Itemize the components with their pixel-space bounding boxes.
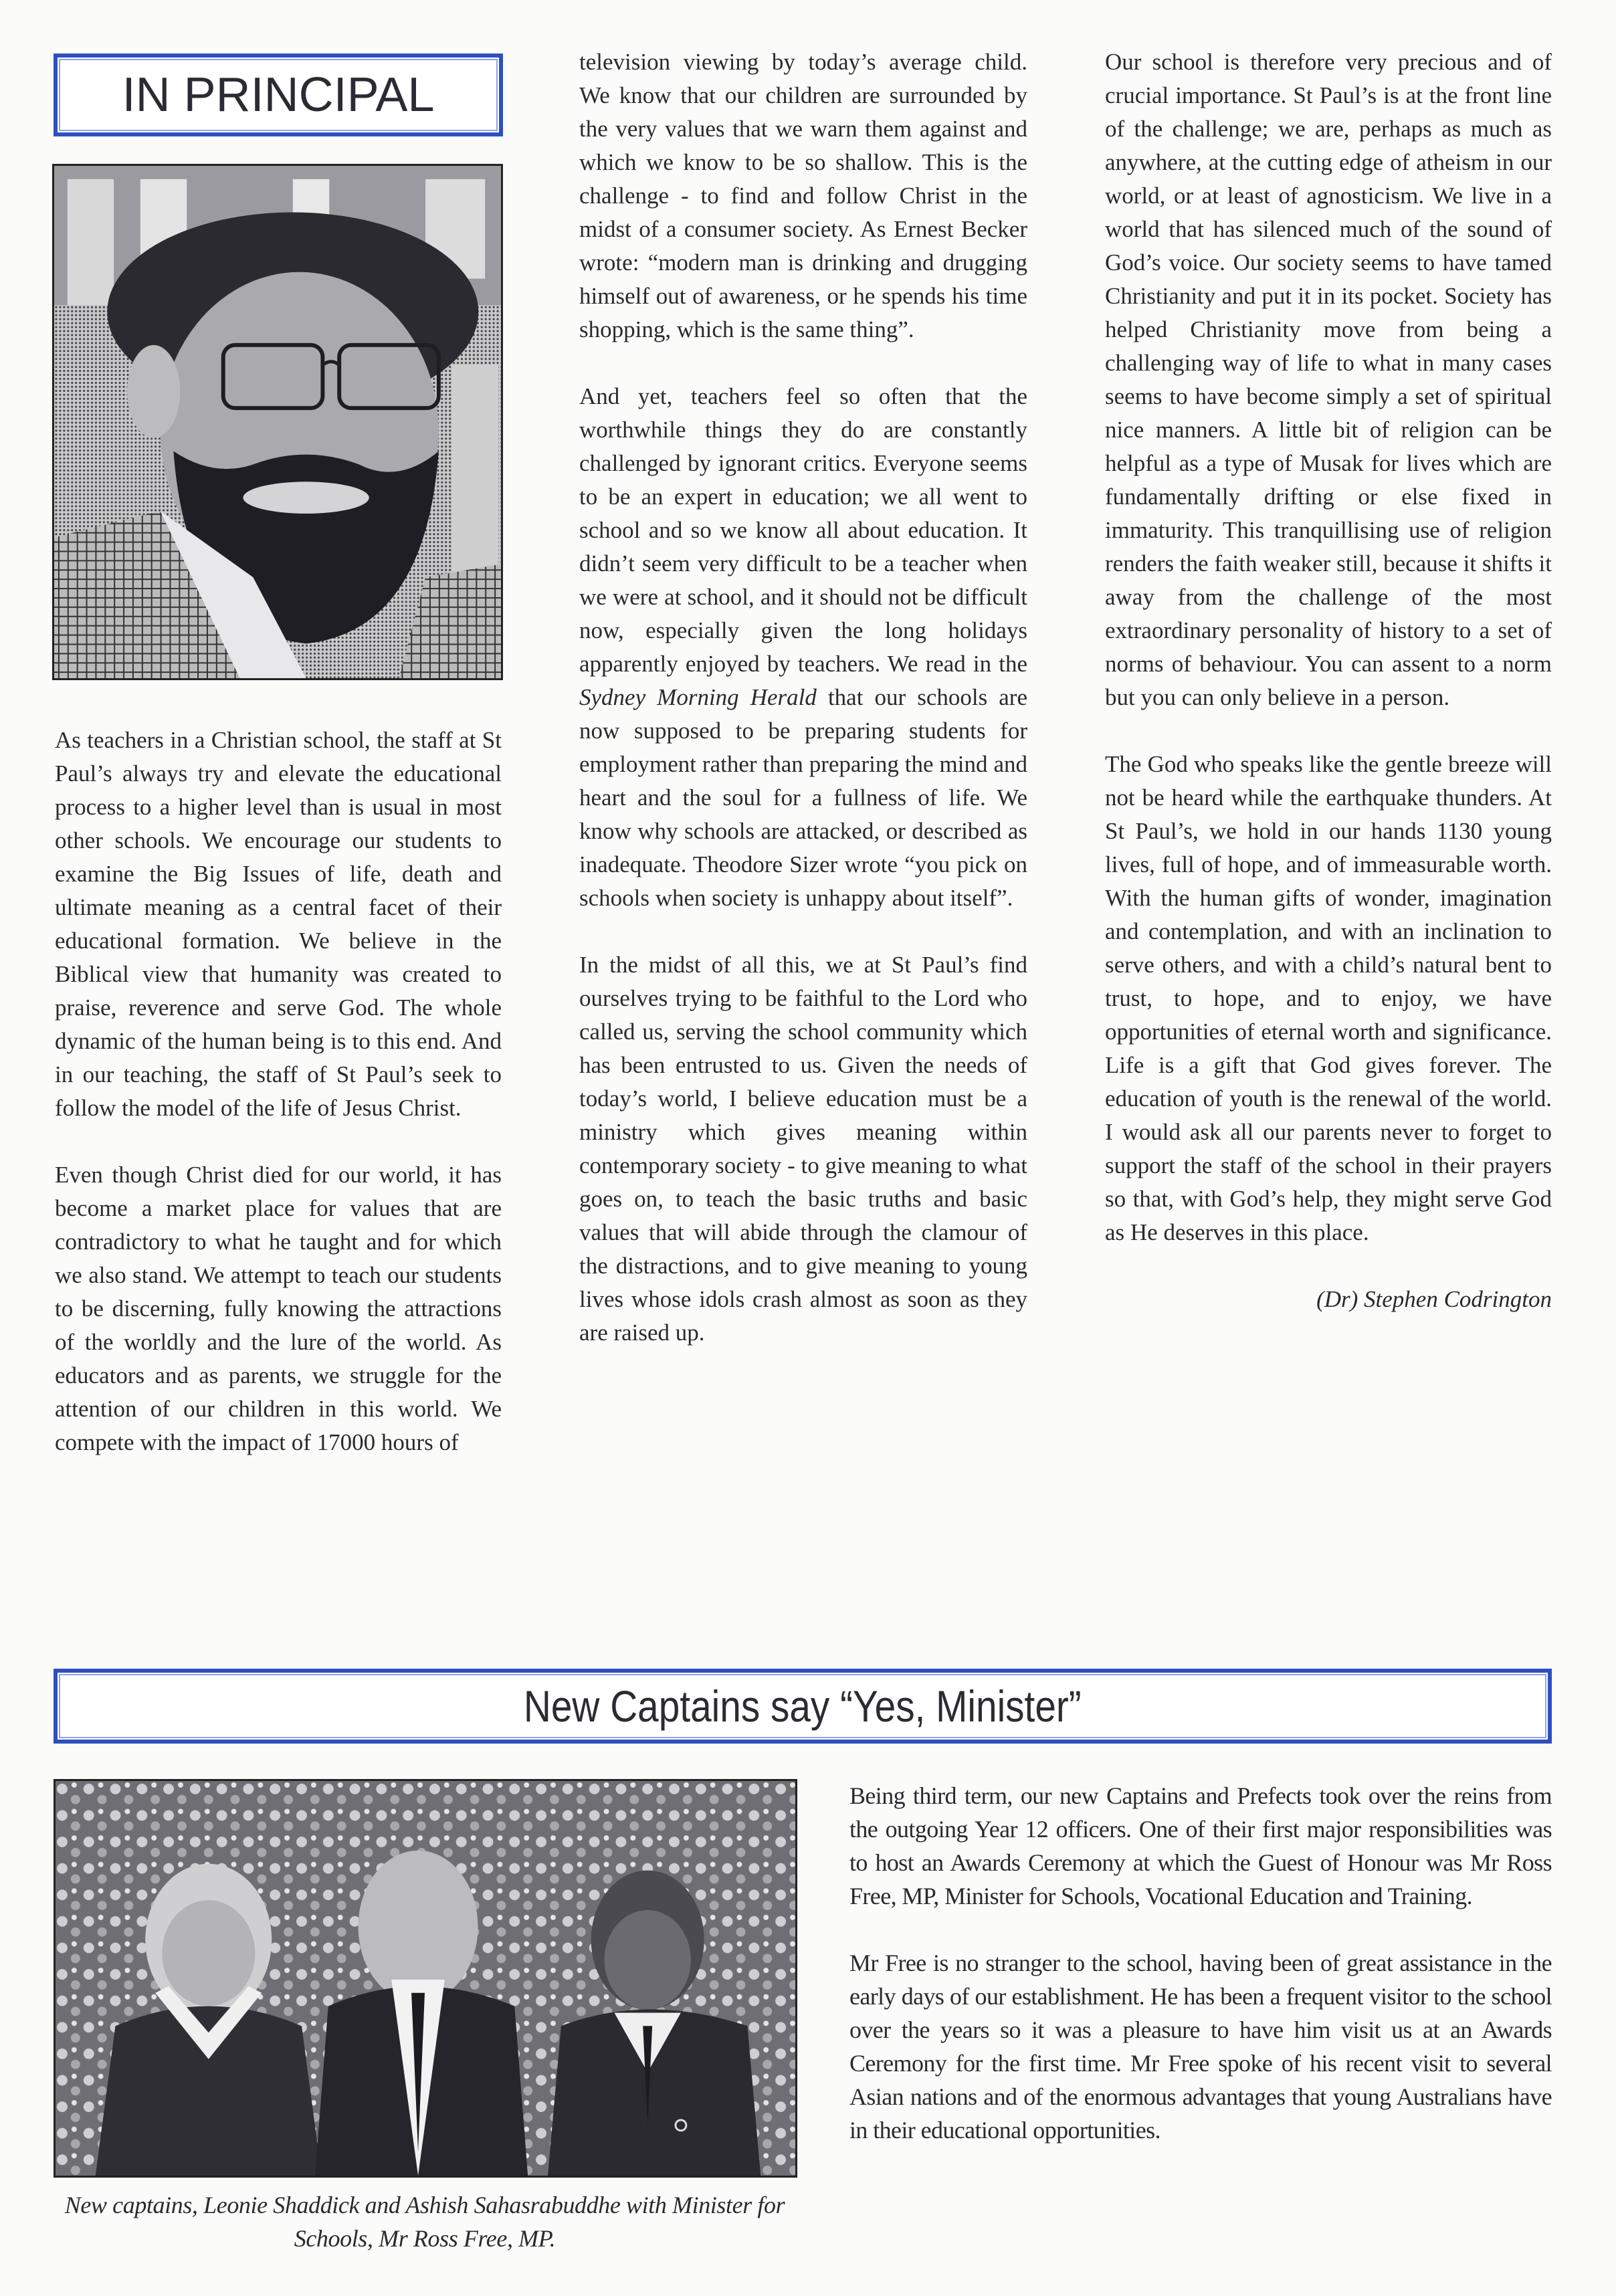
paragraph: Mr Free is no stranger to the school, having been of great assistance in the early days of our establishment. He has been a frequent visitor to the school over the years so it was a pleasure to have him visit us at an Awards Ceremony for the first time. Mr Free spoke of his recent visit to several Asian nations and of the enormous advantages that young Australians have in their educational opportunities. [849,1950,1552,2144]
paragraph: Our school is therefore very precious and of crucial importance. St Paul’s is at the front line of the challenge; we are, perhaps as much as anywhere, at the cutting edge of atheism in our world, or at least of agnosticism. We live in a world that has silenced much of the sound of God’s voice. Our society seems to have tamed Christianity and put it in its pocket. Society has helped Christianity move from being a challenging way of life to what in many cases seems to have become simply a set of spiritual nice manners. A little bit of religion can be helpful as a type of Musak for lives which are fundamentally drifting or else fixed in immaturity. This tranquillising use of religion renders the faith weaker still, because it shifts it away from the challenge of the most extraordinary personality of history to a set of norms of behaviour. You can assent to a norm but you can only believe in a person. [1105,49,1552,710]
paragraph: Being third term, our new Captains and Prefects took over the reins from the outgoing Year 12 officers. One of their first major responsibilities was to host an Awards Ceremony at which the Guest of Honour was Mr Ross Free, MP, Minister for Schools, Vocational Education and Training. [849,1782,1552,1909]
principal-column-1 [55,724,502,1459]
paragraph: In the midst of all this, we at St Paul’s find ourselves trying to be faithful to the Lord who called us, serving the school community which has been entrusted to us. Given the needs of today’s world, I believe education must be a ministry which gives meaning within contemporary society - to give meaning to what goes on, to teach the basic truths and basic values that will abide through the clamour of the distractions, and to give meaning to young lives whose idols crash almost as soon as they are raised up. [579,952,1027,1346]
paragraph: As teachers in a Christian school, the staff at St Paul’s always try and elevate the educational process to a higher level than is usual in most other schools. We encourage our students to examine the Big Issues of life, death and ultimate meaning as a central facet of their educational formation. We believe in the Biblical view that humanity was created to praise, reverence and serve God. The whole dynamic of the human being is to this end. And in our teaching, the staff of St Paul’s seek to follow the model of the life of Jesus Christ. [55,727,502,1121]
newspaper-title: Sydney Morning Herald [579,684,817,710]
captains-group-photo [54,1779,797,2178]
section-heading-text: New Captains say “Yes, Minister” [524,1681,1082,1731]
group-image [56,1781,795,2176]
paragraph-text: And yet, teachers feel so often that the worthwhile things they do are constantly challenged by ignorant critics. Everyone seems to be an expert in education; we all went to school and so we know all about education. It didn’t seem very difficult to be a teacher when we were at school, and it should not be difficult now, especially given the long holidays apparently enjoyed by teachers. We read in the [579,383,1027,677]
portrait-image [54,166,501,678]
paragraph: television viewing by today’s average child. We know that our children are surrounded by the very values that we warn them against and which we know to be so shallow. This is the challenge - to find and follow Christ in the midst of a consumer society. As Ernest Becker wrote: “modern man is drinking and drugging himself out of awareness, or he spends his time shopping, which is the same thing”. [579,49,1027,342]
section-heading-text: IN PRINCIPAL [122,68,435,122]
paragraph: Even though Christ died for our world, it has become a market place for values that are contradictory to what he taught and for which we also stand. We attempt to teach our students to be discerning, fully knowing the attractions of the worldly and the lure of the world. As educators and as parents, we struggle for the attention of our children in this world. We compete with the impact of 17000 hours of [55,1162,502,1455]
author-signature: (Dr) Stephen Codrington [1316,1286,1552,1312]
paragraph-text: that our schools are now supposed to be preparing students for employment rather than preparing the mind and heart and the soul for a fullness of life. We know why schools are attacked, or described as inadequate. Theodore Sizer wrote “you pick on schools when society is unhappy about itself”. [579,684,1027,911]
principal-column-2 [579,45,1027,1350]
principal-column-3 [1105,45,1552,1316]
section-heading-new-captains [54,1669,1552,1744]
section-heading-in-principal [54,54,503,136]
paragraph: The God who speaks like the gentle breeze will not be heard while the earthquake thunders. At St Paul’s, we hold in our hands 1130 young lives, full of hope, and of immeasurable worth. With the human gifts of wonder, imagination and contemplation, and with an inclination to serve others, and with a child’s natural bent to trust, to hope, and to enjoy, we have opportunities of eternal worth and significance. Life is a gift that God gives forever. The education of youth is the renewal of the world. I would ask all our parents never to forget to support the staff of the school in their prayers so that, with God’s help, they might serve God as He deserves in this place. [1105,751,1552,1245]
photo-caption: New captains, Leonie Shaddick and Ashish Sahasrabuddhe with Minister for Schools, Mr Ross Free, MP. [64,2192,785,2252]
paragraph [579,380,1027,915]
captains-article-body [849,1779,1552,2180]
principal-portrait-photo [52,164,503,680]
